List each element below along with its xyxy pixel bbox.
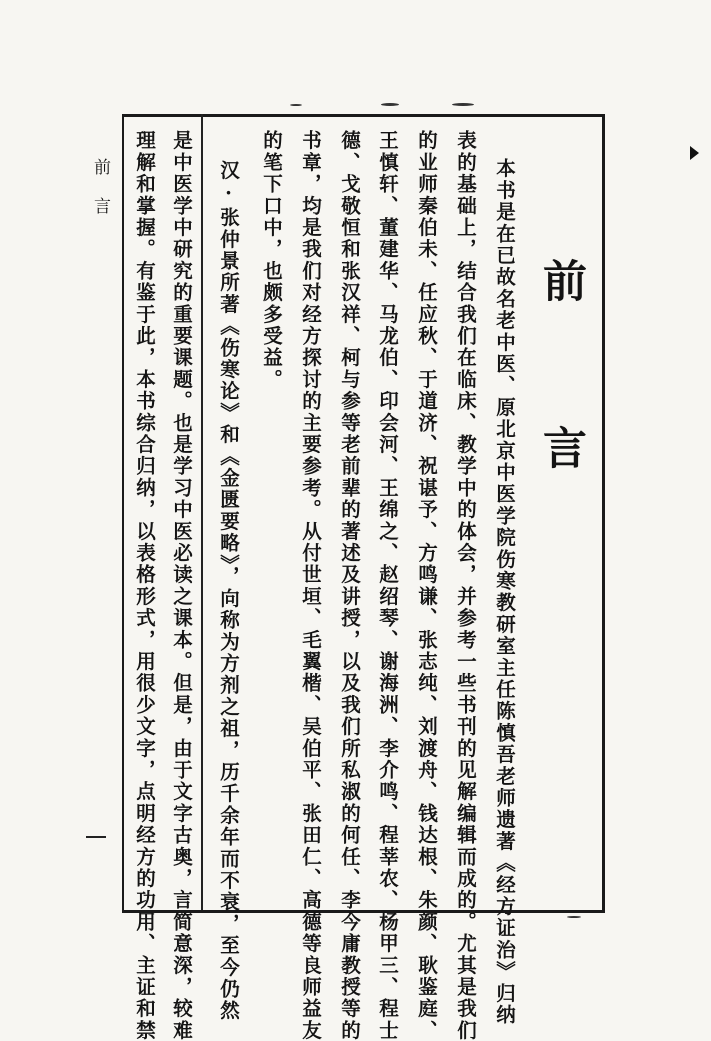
running-head: 前言 (90, 158, 110, 236)
frame-top-rule (122, 114, 604, 117)
text-column-9: 是中医学中研究的重要课题。也是学习中医必读之课本。但是，由于文字古奥，言简意深，较难 (170, 130, 193, 1041)
text-column-10: 理解和掌握。有鉴于此，本书综合归纳，以表格形式，用很少文字，点明经方的功用、主证和禁 (133, 130, 156, 1041)
scan-speck (567, 916, 581, 918)
scan-speck (290, 104, 302, 106)
page-number (86, 836, 106, 838)
text-column-7: 的笔下口中，也颇多受益。 (260, 130, 283, 391)
text-column-1: 本书是在已故名老中医、原北京中医学院伤寒教研室主任陈慎吾老师遗著《经方证治》归纳 (493, 158, 516, 1026)
text-column-6: 书章，均是我们对经方探讨的主要参考。从付世垣、毛翼楷、吴伯平、张田仁、高德等良师益友 (299, 130, 322, 1041)
scan-speck (452, 103, 474, 106)
text-column-5: 德、戈敬恒和张汉祥、柯与参等老前辈的著述及讲授，以及我们所私淑的何任、李今庸教授等的 (338, 130, 361, 1041)
text-column-4: 王慎轩、董建华、马龙伯、印会河、王绵之、赵绍琴、谢海洲、李介鸣、程莘农、杨甲三、程士 (376, 130, 399, 1041)
frame-right-rule (602, 114, 605, 913)
column-divider (201, 114, 203, 910)
margin-arrow-mark (690, 146, 699, 160)
text-column-3: 的业师秦伯未、任应秋、于道济、祝谌予、方鸣谦、张志纯、刘渡舟、钱达根、朱颜、耿鉴庭、 (415, 130, 438, 1041)
frame-left-rule (122, 114, 124, 913)
text-column-8: 汉·张仲景所著《伤寒论》和《金匮要略》，向称为方剂之祖，历千余年而不衰，至今仍然 (217, 160, 240, 1022)
frame-bottom-rule (122, 910, 604, 913)
page-title: 前 言 (535, 258, 586, 505)
scan-speck (381, 103, 399, 106)
text-column-2: 表的基础上，结合我们在临床、教学中的体会，并参考一些书刊的见解编辑而成的。尤其是我们 (454, 130, 477, 1041)
